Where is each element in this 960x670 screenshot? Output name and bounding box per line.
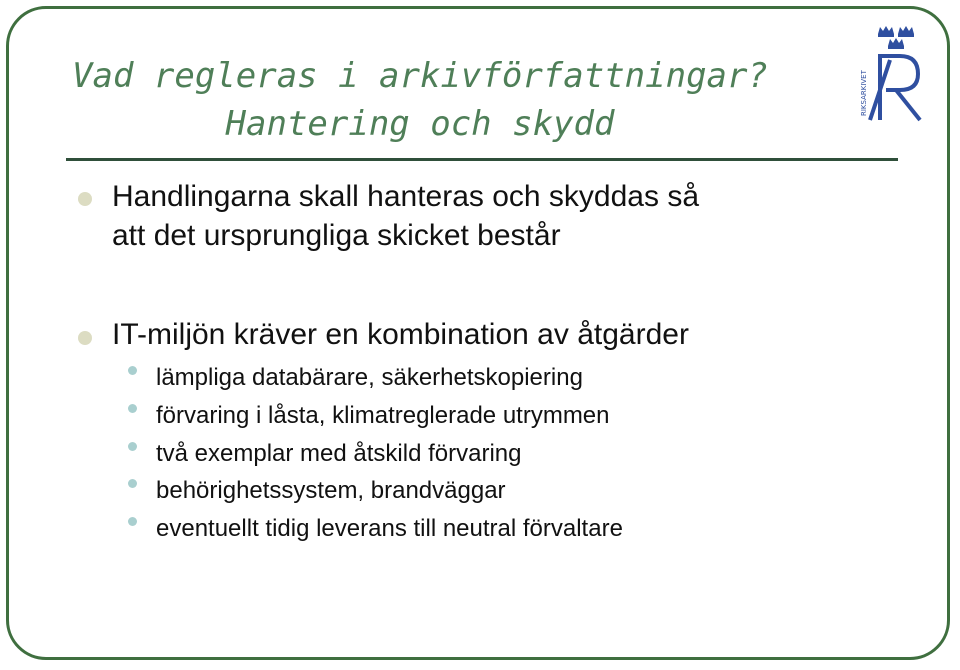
- title-line-1: Vad regleras i arkivförfattningar?: [72, 56, 768, 96]
- sub-bullet-marker: [128, 404, 137, 413]
- sub-bullet-3: två exemplar med åtskild förvaring: [156, 440, 522, 467]
- title-divider: [66, 158, 898, 161]
- bullet-1-line-1: Handlingarna skall hanteras och skyddas så: [112, 180, 700, 213]
- sub-bullet-2: förvaring i låsta, klimatreglerade utrymmen: [156, 402, 610, 429]
- sub-bullet-5: eventuellt tidig leverans till neutral förvaltare: [156, 515, 623, 542]
- sub-bullet-marker: [128, 517, 137, 526]
- sub-bullet-marker: [128, 366, 137, 375]
- sub-bullet-1: lämpliga databärare, säkerhetskopiering: [156, 364, 583, 391]
- sub-bullet-marker: [128, 442, 137, 451]
- bullet-1-line-2: att det ursprungliga skicket består: [112, 219, 561, 252]
- logo-text: RIKSARKIVET: [860, 70, 868, 116]
- bullet-2-line-1: IT-miljön kräver en kombination av åtgärder: [112, 318, 689, 351]
- sub-bullet-4: behörighetssystem, brandväggar: [156, 477, 506, 504]
- slide-title: [0, 52, 840, 148]
- bullet-marker: [78, 331, 92, 345]
- riksarkivet-logo-icon: [856, 20, 930, 128]
- title-line-2: Hantering och skydd: [225, 104, 615, 144]
- bullet-marker: [78, 192, 92, 206]
- sub-bullet-marker: [128, 479, 137, 488]
